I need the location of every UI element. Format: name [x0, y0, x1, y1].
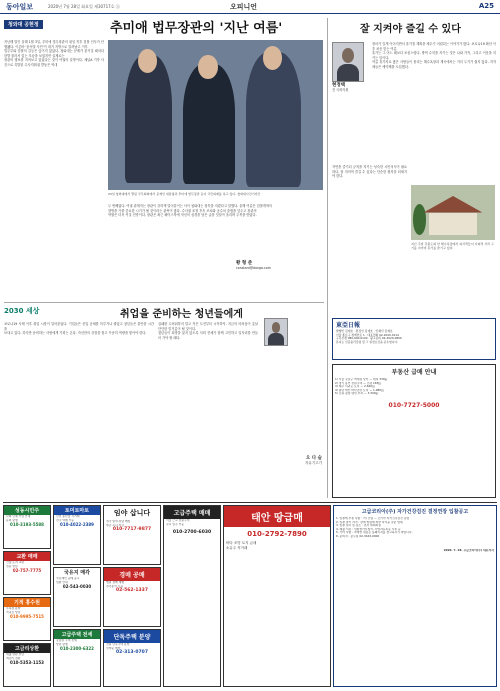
- classified-ads: [3, 505, 497, 687]
- 2030-column-tag: 2030 세상: [4, 307, 40, 315]
- ad-8[interactable]: 기적 홍수원 수목장 분양 가족묘 상담 010-9995-7515: [3, 597, 51, 641]
- ad-1[interactable]: 토미토마토 신선 농산물 직거래 전국 택배 가능 010-4022-2389: [53, 505, 101, 565]
- right-headline: 잘 지켜야 즐길 수 있다: [360, 24, 461, 35]
- 2030-article-text-2: 실패를 두려워하지 말고 작은 도전부터 시작하자. 지금의 어려움이 훗날 단단한 밑거름이 될 것이다. 청년들이 희망을 잃지 않도록 사회 전체가 함께 고민하고 일자리를 만들어 가야 할 때다.: [158, 322, 258, 340]
- publisher-title: 東亞日報: [336, 322, 361, 329]
- ad-0[interactable]: 성동시민주 사회 단체 가입 안내 문의 환영 010-3193-5588: [3, 505, 51, 549]
- issue-date: 2020년 7월 28일 화요일 제30717호 ⓐ: [48, 4, 120, 9]
- 2030-author-portrait: [264, 318, 288, 346]
- right-article-text-2: 자연을 즐기되 규칙을 지키는 성숙한 시민의식이 필요하다. 잘 지켜야 즐길 수 있다는 단순한 원칙을 되새겨야 한다.: [332, 165, 407, 179]
- newspaper-name: 동아일보: [6, 3, 34, 11]
- main-article-text-2: 두 번째였다. 여권 관계자는 장관이 강하게 밀어붙이는 사이 청와대는 침묵을 지켰다고 말했다. 올해 여름은 검찰개혁의 향방을 가를 중요한 시기가 될 것이라는 관측이 많다. 수사권 조정 후속 조치와 공수처 출범을 앞두고 장관의 역할은 더욱 커질 전망이다. 장관은 최근 페이스북에 자신의 심경을 담은 글을 잇달아 올리며 주목을 받았다.: [108, 204, 273, 218]
- ad-10[interactable]: 국유지 매각 국유재산 공매 공고 입찰 안내 02-543-0030: [53, 567, 101, 627]
- real-estate-notice: 부동산 급매 안내 1) 서울 강남구 역세권 상가 — 대지 330㎡ 2) 경기 용인 전원주택 — 건평 165㎡ 3) 제주 서귀포 토지 — 2,640㎡ 4) 충남 태안 바다조망 토지 — 1,980㎡ 5) 강원 평창 펜션 부지 — 3,300㎡ 010-7727-5000: [332, 364, 496, 498]
- masthead: [0, 0, 500, 14]
- resort-photo-caption: 지난 주말 강원도의 한 해수욕장에서 피서객들이 사회적 거리 두기를 지키며 휴가를 즐기고 있다.: [411, 242, 494, 250]
- 2030-article-text: 코로나19 사태 이후 취업 시장이 얼어붙었다. 기업들은 신입 공채를 미루거나 줄였고 청년들은 불안한 시간을 보내고 있다. 하지만 준비하는 사람에게 기회는 온다. 자신만의 강점을 찾고 꾸준히 역량을 쌓아야 한다.: [4, 322, 154, 336]
- byline: 황 형 준 constant@donga.com: [236, 261, 271, 270]
- page-number: A25: [478, 2, 494, 10]
- author-portrait: [332, 42, 364, 82]
- section-divider: [4, 302, 324, 303]
- ad-3[interactable]: 고급주택 매매 서울 근교 전원주택 즉시 입주 가능 010-2700-6030: [163, 505, 221, 687]
- bid-notice: 고급코리아(주) 자가건강검진 결정연장 입찰공고 1. 입찰에 부칠 사항 : 가) 건명 — 코리아 자가건강검진 운영 2. 입찰 참가 자격 : 관계 법령에 의한 자격을 갖춘 업체 3. 입찰 일시 및 장소 : 본사 대회의실 4. 제출 서류 : 입찰참가신청서, 사업자등록증 사본 등 5. 기타 사항 : 자세한 내용은 홈페이지를 참고하시기 바랍니다. 6. 문의처 : 총무팀 02-3443-0000 2020. 7. 28. 고급코리아(주) 대표이사: [333, 505, 497, 687]
- ad-9[interactable]: 고금리상환 대출 상환 상담 저금리 전환 010-5353-1153: [3, 643, 51, 687]
- column-tag: 청와대 공현정: [4, 20, 43, 29]
- right-author-byline: 현정택 전 국회의원: [332, 83, 349, 92]
- main-headline: 추미애 법무장관의 '지난 여름': [110, 21, 283, 36]
- 2030-signature: 오 다 슬 자유기고가: [305, 456, 322, 465]
- ad-5[interactable]: 경매 공매 법원 경매 대행 권리분석 무료 02-562-1337: [103, 567, 161, 627]
- resort-photo: [411, 185, 495, 240]
- ad-6[interactable]: 단독주택 분양 전원 단독주택 분양 선착순 계약 02-313-0707: [103, 629, 161, 687]
- ad-11[interactable]: 고급주택 전세 강남권 주택 전세 상담 환영 010-2300-6322: [53, 629, 101, 687]
- ad-2[interactable]: 임야 삽니다 전국 임야·전답 매입 현금 즉시 지급 010-7717-9877: [103, 505, 161, 565]
- right-article-text: 장마가 길게 이어지면서 휴가철 계획을 세우기 어렵다는 이야기가 많다. 코로나19 확산 이후 처음 맞는 여름 휴가는 그 어느 때보다 조심스럽다. 방역 수칙을 지키는 것은 나와 가족, 그리고 이웃을 지키는 일이다. 여름 휴가지로 많은 사람들이 몰리는 해수욕장과 계곡에서는 거리 두기가 쉽지 않다. 지자체들은 예약제를 도입했다.: [372, 42, 496, 69]
- ad-4[interactable]: 태안 땅급매 010-2792-7890 바다 조망 토지 급매 소유주 직거래: [223, 505, 331, 687]
- ad-divider: [3, 502, 497, 503]
- 2030-headline: 취업을 준비하는 청년들에게: [120, 309, 243, 320]
- publisher-info-box: 東亞日報 발행인 김재호 · 편집인 김재호 · 인쇄인 김재호 서울 종로구 청계천로 1 · 대표전화 02-2020-0114 구독신청 080-900-0100 · 광고문의 02-2020-0800 본지는 신문윤리강령 및 그 실천요강을 준수합니다.: [332, 318, 496, 360]
- section-title: 오피니언: [230, 3, 258, 11]
- column-divider: [327, 18, 328, 498]
- main-photo: [108, 40, 323, 190]
- photo-caption: 23일 청와대에서 열린 국무회의에서 문재인 대통령과 추미애 법무장관 등이 국민의례를 하고 있다. 청와대사진기자단: [108, 192, 261, 196]
- ad-7[interactable]: 교환 매매 건물·토지 교환 전문 상담 02-757-7775: [3, 551, 51, 595]
- main-article-text: 지난해 말인 올해 1월 3일, 추미애 법무장관의 취임 직후 검찰 인사가 단행됐다. 이른바 '윤석열 사단'이 대거 지방으로 밀려났고 이후 법무부와 검찰의 갈등은 끊이지 않았다. 청와대는 문제가 불거질 때마다 한발 물러서 있는 모습을 보였지만 실제로는 장관의 행보를 지켜보고 있었다는 것이 여권의 설명이다. 채널A 기자 사건으로 촉발된 수사지휘권 발동은 역대: [4, 40, 104, 67]
